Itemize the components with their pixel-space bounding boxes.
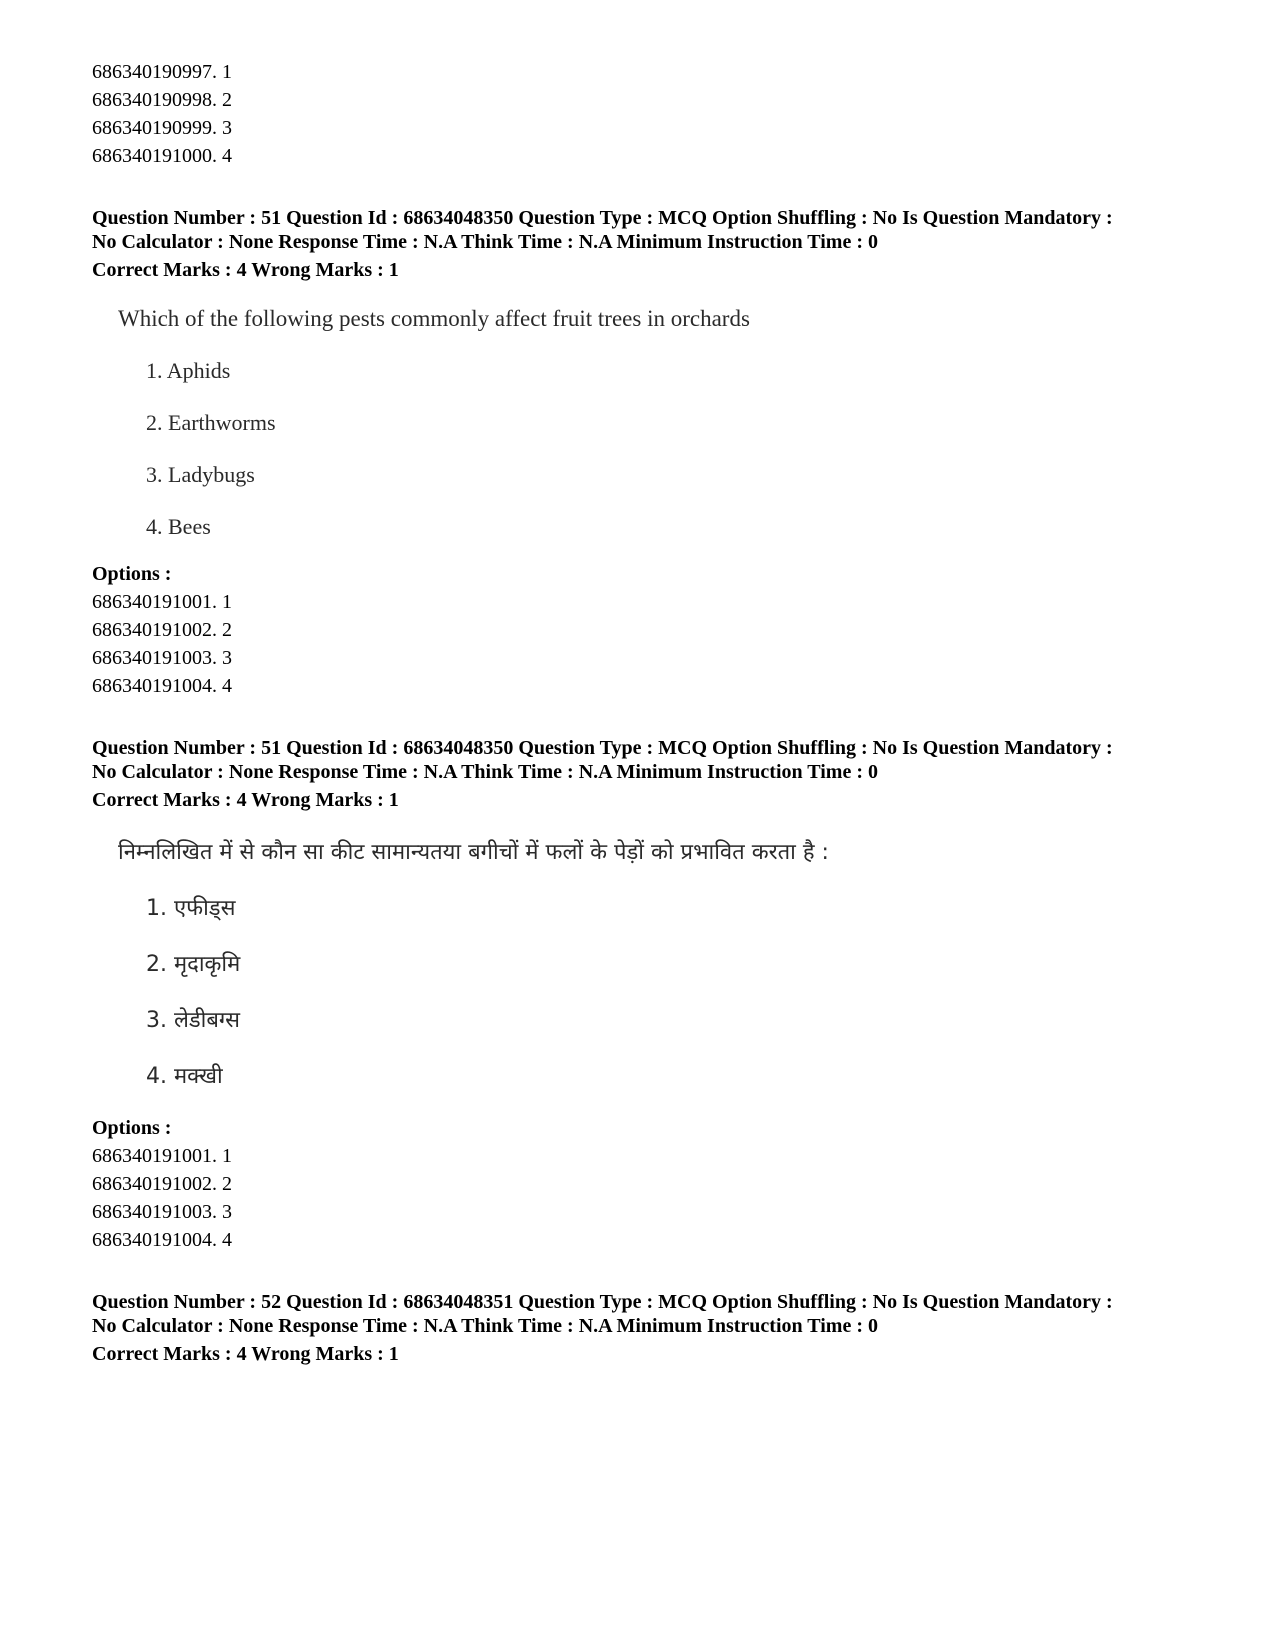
question-choice: 2. Earthworms (146, 410, 276, 435)
question-block-hindi (92, 736, 1202, 1254)
options-label: Options : (92, 1117, 172, 1139)
question-choice: 4. मक्खी (146, 1064, 223, 1089)
question-block-english (92, 206, 1202, 700)
marks-line: Correct Marks : 4 Wrong Marks : 1 (92, 1343, 399, 1365)
options-label: Options : (92, 563, 172, 585)
question-text: Which of the following pests commonly affect fruit trees in orchards (118, 306, 750, 331)
option-id-line: 686340191002. 2 (92, 1173, 232, 1195)
question-choice: 3. Ladybugs (146, 462, 255, 487)
option-id-line: 686340191001. 1 (92, 591, 232, 613)
marks-line: Correct Marks : 4 Wrong Marks : 1 (92, 259, 399, 281)
option-id-line: 686340191004. 4 (92, 675, 232, 697)
question-metadata-line: No Calculator : None Response Time : N.A Think Time : N.A Minimum Instruction Time : 0 (92, 761, 878, 783)
option-id-line: 686340191001. 1 (92, 1145, 232, 1167)
question-choice: 3. लेडीबग्स (146, 1008, 240, 1033)
question-metadata (92, 736, 1202, 812)
question-metadata-line: Question Number : 51 Question Id : 68634048350 Question Type : MCQ Option Shuffling : No Is Question Mandatory : (92, 737, 1113, 759)
question-content (118, 304, 1202, 542)
question-metadata-line: Question Number : 52 Question Id : 68634048351 Question Type : MCQ Option Shuffling : No Is Question Mandatory : (92, 1291, 1113, 1313)
question-block-next (92, 1290, 1202, 1366)
option-id-line: 686340190997. 1 (92, 61, 232, 83)
option-id-line: 686340191000. 4 (92, 145, 232, 167)
question-choice: 1. एफीड्स (146, 896, 236, 921)
previous-question-options (92, 58, 1202, 170)
question-choice: 1. Aphids (146, 358, 231, 383)
option-id-line: 686340190998. 2 (92, 89, 232, 111)
option-id-line: 686340191003. 3 (92, 647, 232, 669)
question-metadata-line: No Calculator : None Response Time : N.A Think Time : N.A Minimum Instruction Time : 0 (92, 1315, 878, 1337)
question-metadata-line: Question Number : 51 Question Id : 68634048350 Question Type : MCQ Option Shuffling : No Is Question Mandatory : (92, 207, 1113, 229)
question-text: निम्नलिखित में से कौन सा कीट सामान्यतया बगीचों में फलों के पेड़ों को प्रभावित करता है : (118, 840, 829, 865)
question-choice: 4. Bees (146, 514, 211, 539)
option-id-line: 686340191002. 2 (92, 619, 232, 641)
option-id-line: 686340191003. 3 (92, 1201, 232, 1223)
question-metadata-line: No Calculator : None Response Time : N.A Think Time : N.A Minimum Instruction Time : 0 (92, 231, 878, 253)
question-content (118, 838, 1202, 1092)
question-metadata (92, 1290, 1202, 1366)
option-id-line: 686340190999. 3 (92, 117, 232, 139)
marks-line: Correct Marks : 4 Wrong Marks : 1 (92, 789, 399, 811)
question-metadata (92, 206, 1202, 282)
document-page (92, 58, 1202, 1366)
question-choice: 2. मृदाकृमि (146, 952, 241, 977)
option-id-line: 686340191004. 4 (92, 1229, 232, 1251)
